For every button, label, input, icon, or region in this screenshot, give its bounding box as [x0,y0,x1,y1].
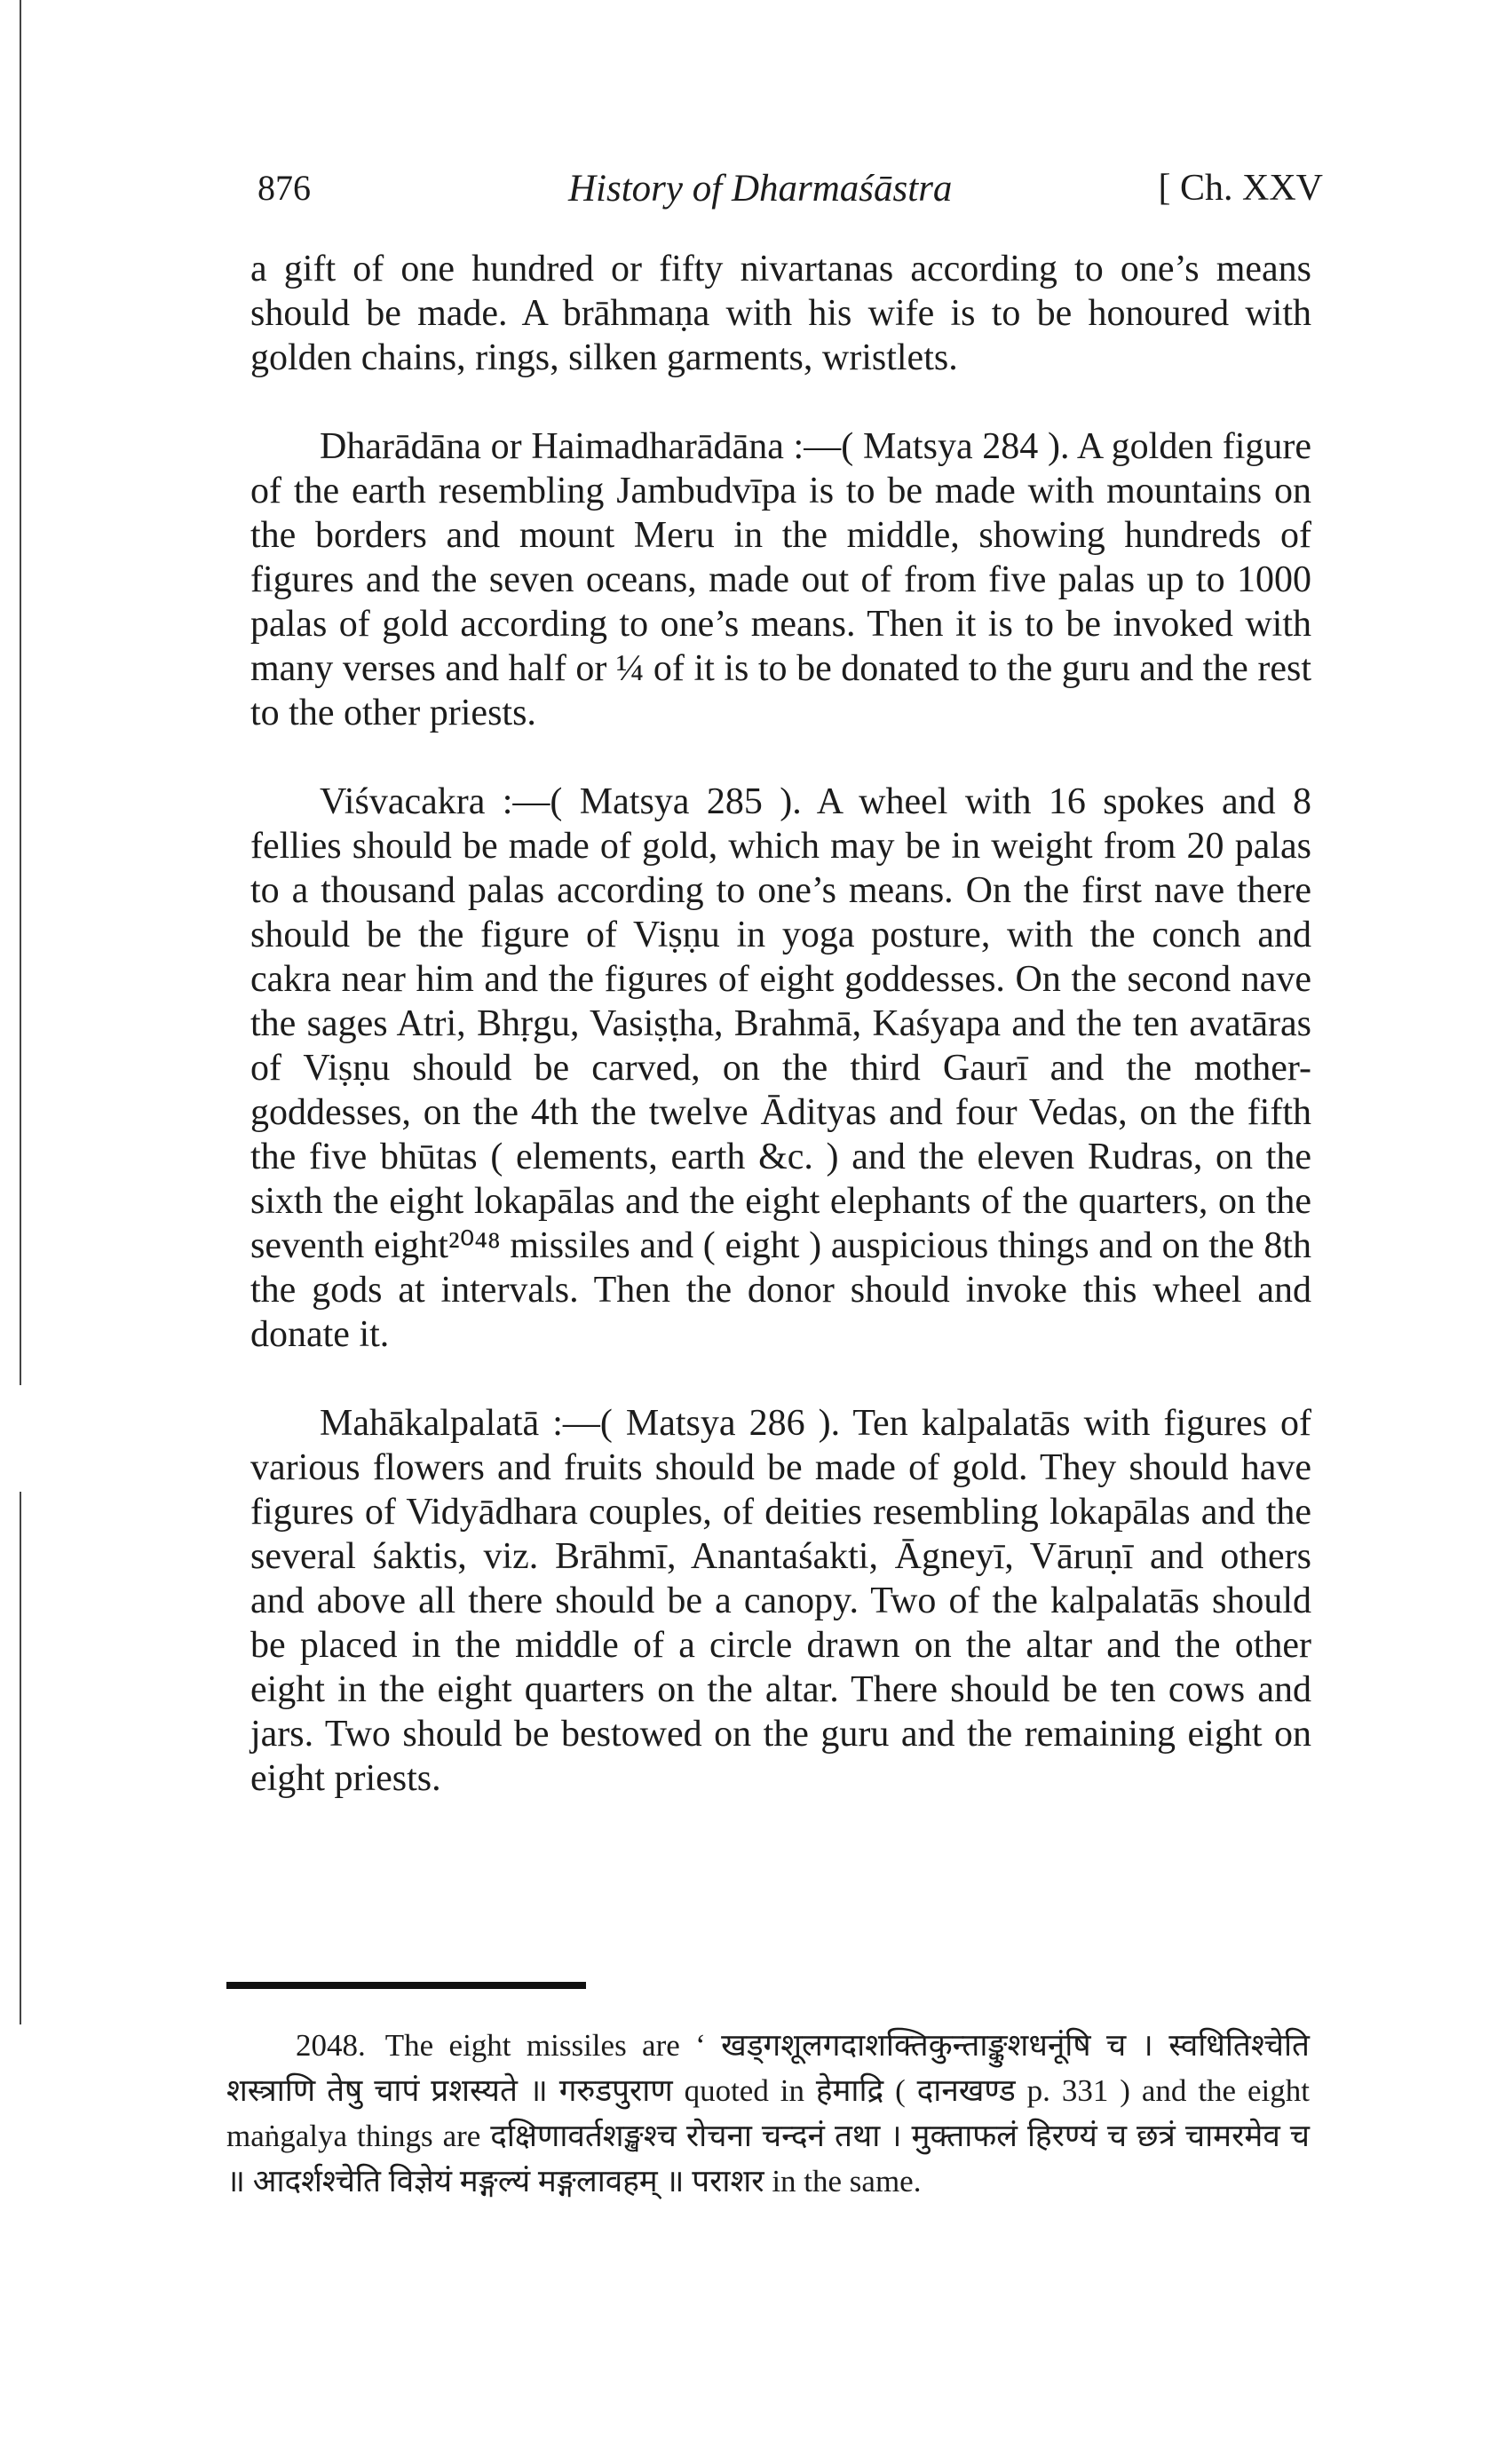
chapter-label: [ Ch. XXV [1158,168,1323,209]
scan-margin-line-lower [20,1492,21,2024]
body-text [250,247,1311,1801]
footnote-rule [226,1982,586,1989]
paragraph-mahakalpalata: Mahākalpalatā :—( Matsya 286 ). Ten kalpalatās with figures of various flowers and fruits should be made of gold. They should have figures of Vidyādhara couples, of deities resembling lokapālas and the several śaktis, viz. Brāhmī, Anantaśakti, Āgneyī, Vāruṇī and others and above all there should be a canopy. Two of the kalpalatās should be placed in the middle of a circle drawn on the altar and the other eight in the eight quarters on the altar. There should be ten cows and jars. Two should be bestowed on the guru and the remaining eight on eight priests. [250,1403,1311,1799]
paragraph-visvacakra: Viśvacakra :—( Matsya 285 ). A wheel with 16 spokes and 8 fellies should be made of gold, which may be in weight from 20 palas to a thousand palas according to one’s means. On the first nave there should be the figure of Viṣṇu in yoga posture, with the conch and cakra near him and the figures of eight goddesses. On the second nave the sages Atri, Bhṛgu, Vasiṣṭha, Brahmā, Kaśyapa and the ten avatāras of Viṣṇu should be carved, on the third Gaurī and the mother-goddesses, on the 4th the twelve Ādityas and four Vedas, on the fifth the five bhūtas ( elements, earth &c. ) and the eleven Rudras, on the sixth the eight lokapālas and the eight elephants of the quarters, on the seventh eight²⁰⁴⁸ missiles and ( eight ) auspicious things and on the 8th the gods at intervals. Then the donor should invoke this wheel and donate it. [250,781,1311,1355]
running-title: History of Dharmaśāstra [568,168,953,210]
footnote-text: The eight missiles are ‘ खड्गशूलगदाशक्तिकुन्ताङ्कुशधनूंषि च । स्वधितिश्चेति शस्त्राणि तेषु चापं प्रशस्यते ॥ गरुडपुराण quoted in हेमाद्रि ( दानखण्ड p. 331 ) and the eight maṅgalya things are दक्षिणावर्तशङ्खश्च रोचना चन्दनं तथा । मुक्ताफलं हिरण्यं च छत्रं चामरमेव च ॥ आदर्शश्चेति विज्ञेयं मङ्गल्यं मङ्गलावहम् ॥ पराशर in the same. [226,2028,1310,2199]
page-number: 876 [257,168,311,208]
paragraph-gift: a gift of one hundred or fifty nivartanas according to one’s means should be made. A brāhmaṇa with his wife is to be honoured with golden chains, rings, silken garments, wristlets. [250,249,1311,378]
scan-margin-line [20,0,21,1385]
footnote [226,2023,1310,2204]
footnote-number: 2048. [296,2028,366,2063]
page-header [257,167,1323,220]
paragraph-dharadana: Dharādāna or Haimadharādāna :—( Matsya 284 ). A golden figure of the earth resembling Jambudvīpa is to be made with mountains on the borders and mount Meru in the middle, showing hundreds of figures and the seven oceans, made out of from five palas up to 1000 palas of gold according to one’s means. Then it is to be invoked with many verses and half or ¼ of it is to be donated to the guru and the rest to the other priests. [250,426,1311,733]
